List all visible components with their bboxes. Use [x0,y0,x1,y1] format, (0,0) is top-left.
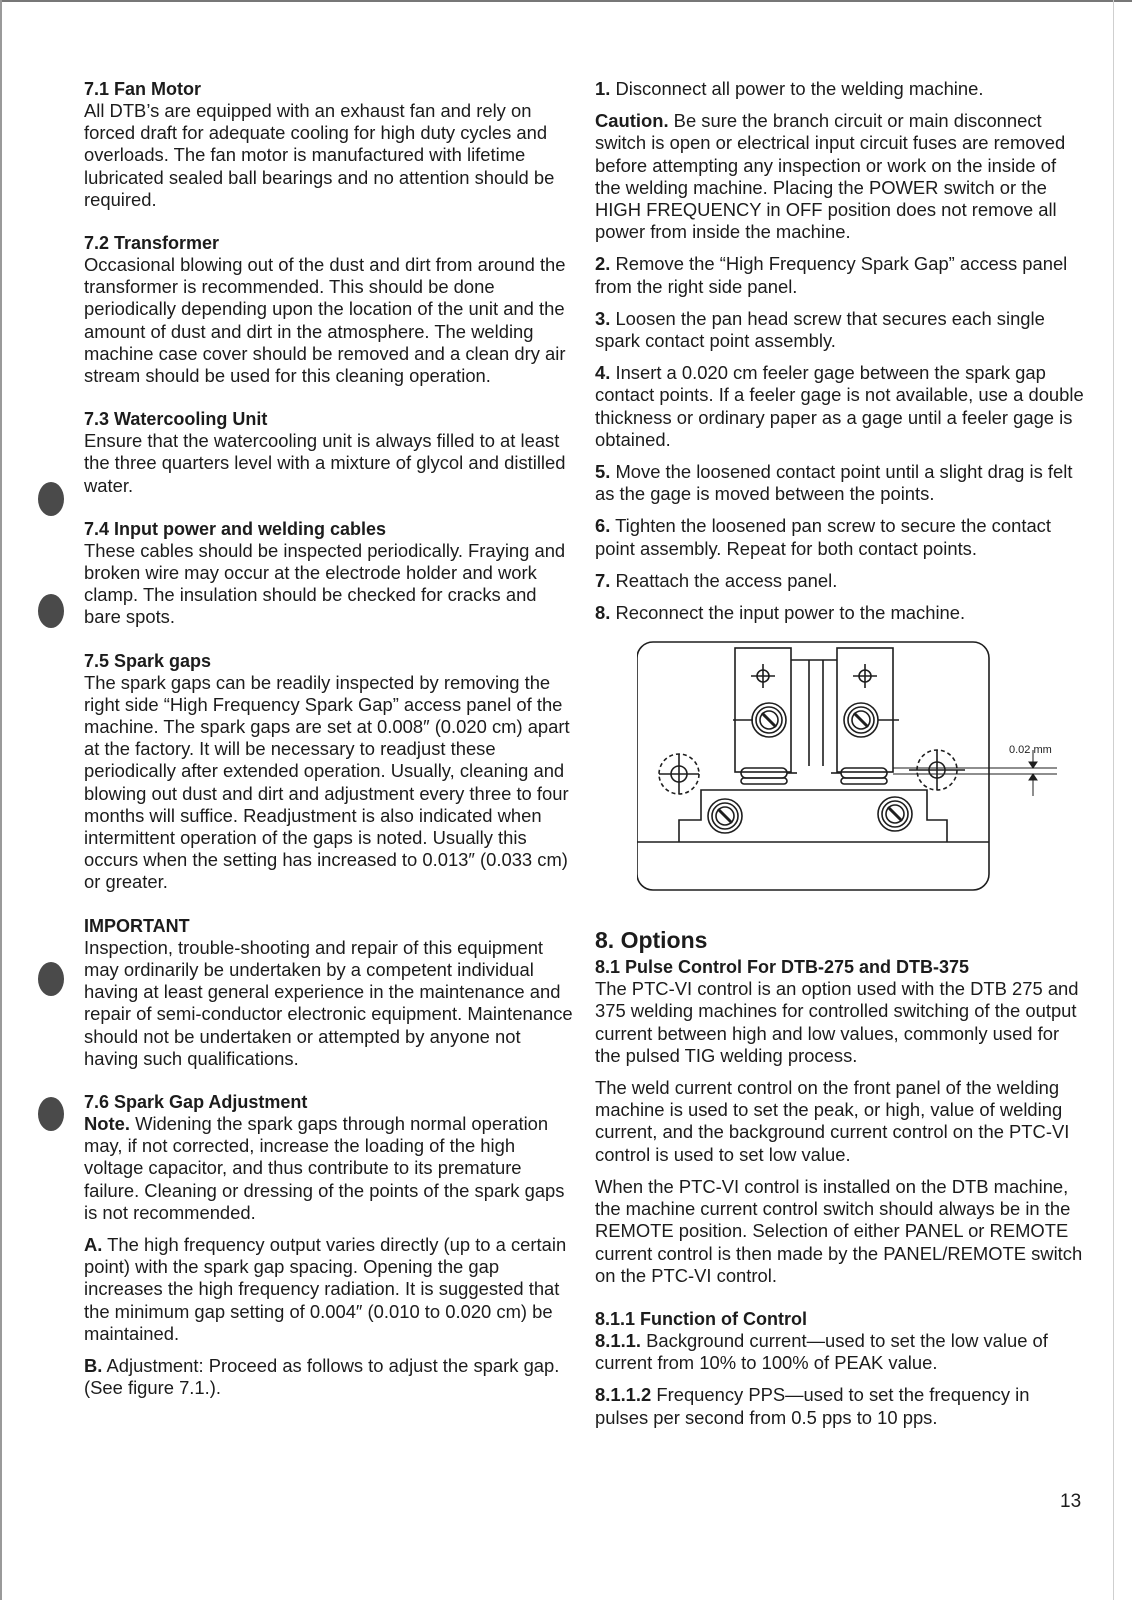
section-paragraph: The weld current control on the front panel of the welding machine is used to set the peak, or high, value of welding current, and the background current control on the PTC-VI control is used to set low value. [595,1077,1070,1165]
spark-gap-figure [637,640,1052,892]
section-title: 8.1 Pulse Control For DTB-275 and DTB-375 [595,957,970,978]
section-title: 7.6 Spark Gap Adjustment [84,1091,308,1112]
section-title: IMPORTANT [84,915,190,936]
right-column [595,78,1085,1450]
step-text: Remove the “High Frequency Spark Gap” access panel from the right side panel. [595,253,1068,297]
note-text: Widening the spark gaps through normal operation may, if not corrected, increase the loading of the high voltage capacitor, and thus contribute to its premature failure. Cleaning or dressing of the points of the spark gaps is not recommended. [84,1112,565,1223]
section-paragraph [595,1384,1085,1428]
page-top-edge [0,0,1132,2]
paragraph-lead: 8.1.1.2 [595,1384,652,1406]
note-lead: Note. [84,1112,130,1134]
section-body: All DTB’s are equipped with an exhaust fan and rely on forced draft for adequate cooling for high duty cycles and overloads. The fan motor is manufactured with lifetime lubricated sealed ball bearings and no attention should be required. [84,100,555,210]
section-pulse-control [595,956,1085,1287]
section-paragraph: The PTC-VI control is an option used with the DTB 275 and 375 welding machines for controlled switching of the output current between high and low values, commonly used for the pulsed TIG welding process. [595,978,1079,1066]
section-function-of-control [595,1308,1085,1429]
step-5 [595,461,1085,505]
section-title: 7.3 Watercooling Unit [84,409,268,430]
section-spark-gaps [84,650,574,894]
screw-lower-right [878,797,912,831]
paragraph-lead: 8.1.1. [595,1329,642,1351]
section-body: The spark gaps can be readily inspected by removing the right side “High Frequency Spark Gap” access panel of the machine. The spark gaps are set at 0.008″ (0.020 cm) apart at the factory. It will be necessary to readjust these periodically after extended operation. Usually, cleaning and blowing out dust and dirt and adjustment every three to four months will suffice. Readjustment is also indicated when intermittent operation of the gaps is noted. Usually this occurs when the setting has increased to 0.013″ (0.033 cm) or greater. [84,671,570,893]
page-left-edge [0,0,2,1600]
section-body: These cables should be inspected periodically. Fraying and broken wire may occur at the electrode holder and work clamp. The insulation should be checked for cracks and bare spots. [84,539,566,628]
step-number: 8. [595,602,611,624]
step-number: 5. [595,461,611,483]
binder-hole [38,1097,64,1131]
binder-hole [38,962,64,996]
paragraph-a-lead: A. [84,1233,103,1255]
step-3 [595,308,1085,352]
step-text: Move the loosened contact point until a slight drag is felt as the gage is moved between the points. [595,461,1073,505]
section-cables [84,518,574,629]
step-2 [595,253,1085,297]
section-body: Ensure that the watercooling unit is always filled to at least the three quarters level with a mixture of glycol and distilled water. [84,430,566,496]
left-contact-point [741,768,787,778]
paragraph-a [84,1234,574,1345]
section-paragraph: When the PTC-VI control is installed on the DTB machine, the machine current control switch should always be in the REMOTE position. Selection of either PANEL or REMOTE current control is then made by the PANEL/REMOTE switch on the PTC-VI control. [595,1175,1083,1286]
step-1 [595,78,1085,100]
spark-gap-diagram [637,640,1077,892]
caution-text: Be sure the branch circuit or main disconnect switch is open or electrical input circuit fuses are removed before attempting any inspection or work on the inside of the welding machine. Placing the POWER switch or the HIGH FREQUENCY in OFF position does not remove all power from inside the machine. [595,110,1066,243]
paragraph-text: Background current—used to set the low value of current from 10% to 100% of PEAK value. [595,1329,1048,1374]
screw-upper-right [844,703,899,737]
crosshair-left [659,754,699,794]
right-contact-point [841,768,887,778]
step-number: 3. [595,307,611,329]
options-heading: 8. Options [595,927,708,954]
section-important [84,915,574,1070]
section-title: 7.4 Input power and welding cables [84,518,387,539]
section-spark-gap-adjustment [84,1091,574,1399]
step-text: Reconnect the input power to the machine. [610,602,966,624]
section-transformer [84,232,574,387]
section-body: Occasional blowing out of the dust and dirt from around the transformer is recommended. This should be done periodically depending upon the location of the unit and the amount of dust and dirt in the atmosphere. The welding machine case cover should be removed and a clean dry air stream should be used for this cleaning operation. [84,254,566,387]
section-title: 7.2 Transformer [84,233,220,254]
section-watercooling [84,408,574,497]
binder-hole [38,482,64,516]
step-6 [595,515,1085,559]
top-hole-left [751,664,775,688]
section-title: 7.1 Fan Motor [84,79,202,99]
paragraph-a-text: The high frequency output varies directly (up to a certain point) with the spark gap spacing. Opening the gap increases the high frequency radiation. It is suggested that the minimum gap setting of 0.004″ (0.010 to 0.020 cm) be maintained. [84,1233,567,1344]
step-number: 2. [595,253,611,275]
step-number: 1. [595,78,611,99]
step-4 [595,362,1085,451]
paragraph-b [84,1355,574,1399]
screw-upper-left [733,703,786,737]
page-right-edge [1113,0,1114,1600]
step-text: Tighten the loosened pan screw to secure the contact point assembly. Repeat for both contact points. [595,515,1051,559]
step-number: 4. [595,362,611,384]
paragraph-b-lead: B. [84,1354,103,1376]
left-column [84,78,574,1420]
paragraph-b-text: Adjustment: Proceed as follows to adjust the spark gap. (See figure 7.1.). [84,1354,560,1399]
step-text: Disconnect all power to the welding machine. [610,78,984,99]
caution-lead: Caution. [595,110,669,132]
base-block [679,790,947,842]
page-number: 13 [1060,1491,1082,1512]
section-title: 7.5 Spark gaps [84,650,212,671]
step-text: Insert a 0.020 cm feeler gage between the spark gap contact points. If a feeler gage is not available, use a double thickness or ordinary paper as a gage until a feeler gage is obtained. [595,362,1084,450]
step-text: Loosen the pan head screw that secures each single spark contact point assembly. [595,307,1045,352]
step-text: Reattach the access panel. [610,569,838,591]
section-body: Inspection, trouble-shooting and repair of this equipment may ordinarily be undertaken by a competent individual having at least general experience in the maintenance and repair of semi-conductor electronic equipment. Maintenance should not be undertaken or attempted by anyone not having such qualifications. [84,936,573,1069]
section-paragraph [595,1330,1085,1374]
step-8 [595,602,1085,624]
section-fan-motor [84,78,574,211]
section-title: 8.1.1 Function of Control [595,1308,807,1329]
binder-hole [38,594,64,628]
step-number: 7. [595,569,611,591]
step-7 [595,570,1085,592]
screw-lower-left [708,799,742,833]
note-paragraph [84,1113,574,1224]
top-hole-right [853,664,877,688]
paragraph-text: Frequency PPS—used to set the frequency in pulses per second from 0.5 pps to 10 pps. [595,1384,1030,1428]
gap-dimension-label: 0.02 mm [1009,744,1052,757]
caution-paragraph [595,110,1085,243]
step-number: 6. [595,515,611,537]
crosshair-right [909,750,965,790]
